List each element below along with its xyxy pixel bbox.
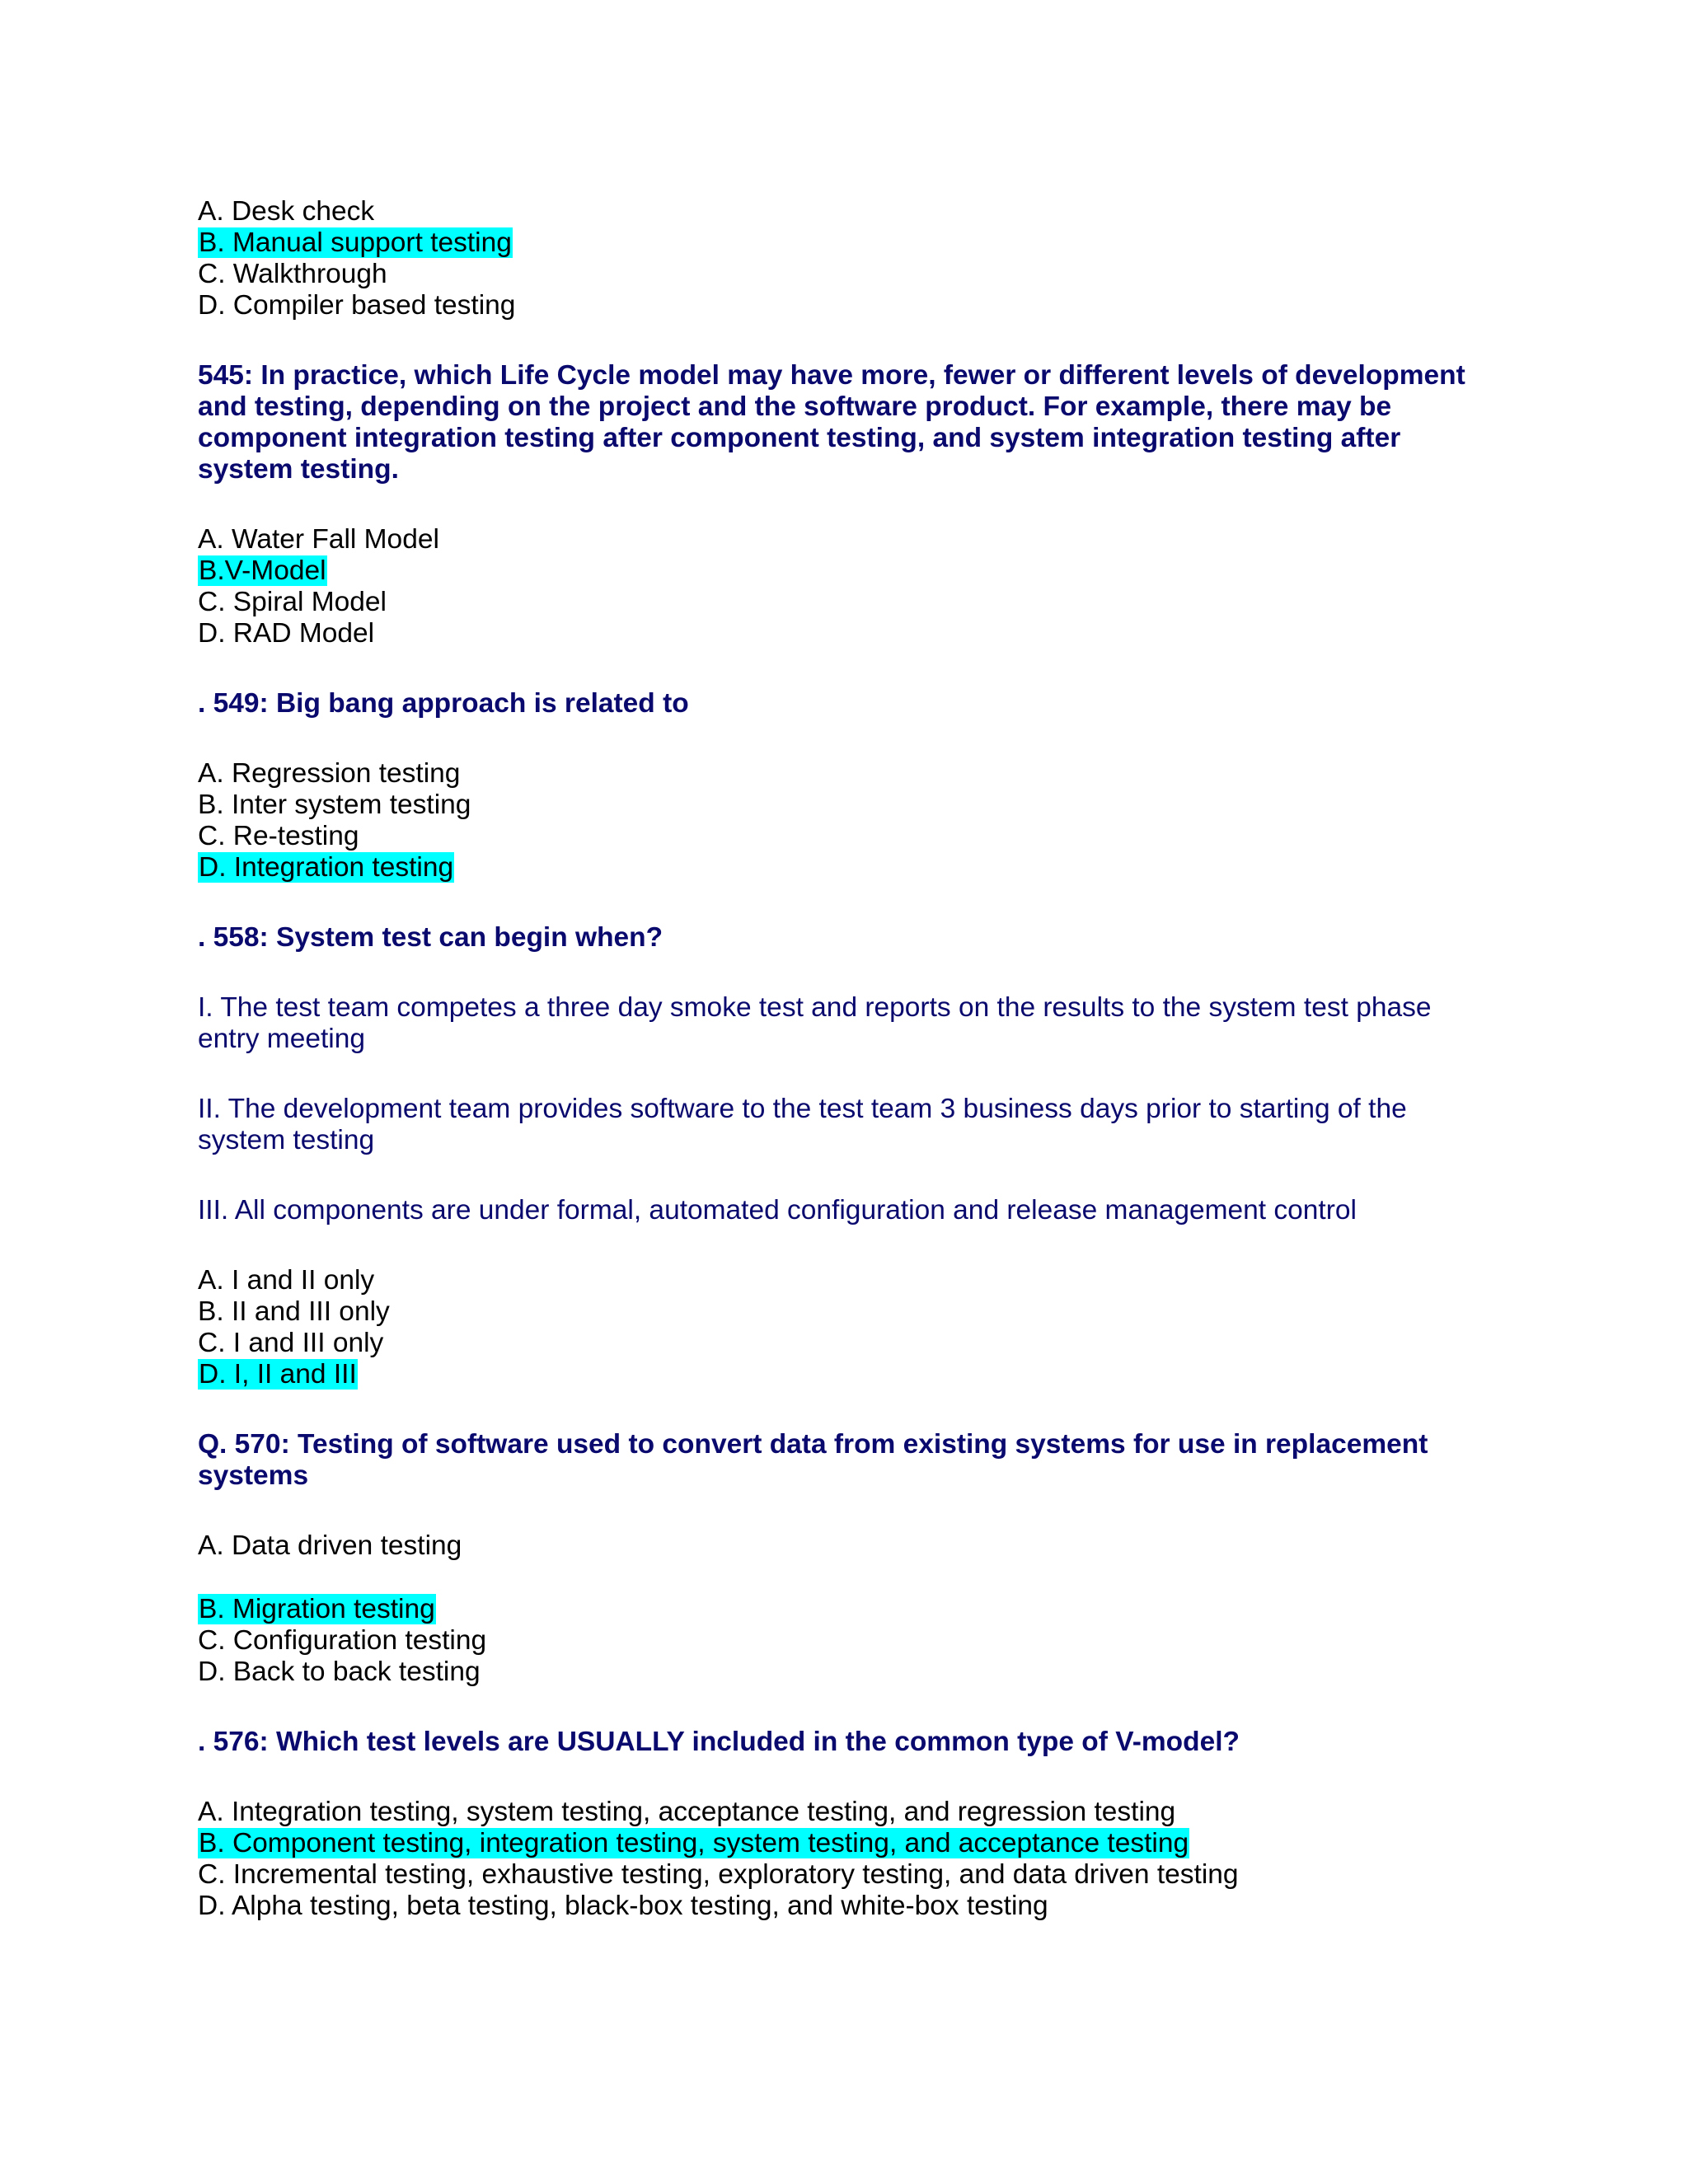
option-c: C. Walkthrough [198, 259, 387, 289]
question-text-line: . 558: System test can begin when? [198, 922, 663, 953]
option-d: D. Back to back testing [198, 1657, 481, 1687]
option-a: A. Regression testing [198, 758, 461, 789]
statement-line: II. The development team provides software to the test team 3 business days prior to starting of the [198, 1094, 1407, 1124]
option-b: B. Inter system testing [198, 790, 471, 820]
option-a: A. I and II only [198, 1265, 375, 1296]
answer-highlight: D. I, II and III [199, 1359, 357, 1390]
question-text-line: . 576: Which test levels are USUALLY included in the common type of V-model? [198, 1727, 1240, 1757]
answer-highlight: B. Manual support testing [199, 227, 512, 258]
question-text-line: Q. 570: Testing of software used to convert data from existing systems for use in replacement [198, 1429, 1428, 1460]
answer-highlight: B. Component testing, integration testing, system testing, and acceptance testing [199, 1828, 1189, 1858]
question-text-line: system testing. [198, 454, 399, 485]
answer-highlight: B. Migration testing [199, 1594, 435, 1624]
option-a: A. Data driven testing [198, 1530, 462, 1561]
option-a: A. Water Fall Model [198, 524, 439, 555]
option-d-answer [198, 1359, 358, 1390]
answer-highlight: D. Integration testing [199, 852, 454, 883]
option-a: A. Desk check [198, 196, 375, 227]
question-text-line: 545: In practice, which Life Cycle model may have more, fewer or different levels of development [198, 360, 1465, 391]
question-text-line: . 549: Big bang approach is related to [198, 688, 689, 719]
option-c: C. I and III only [198, 1328, 384, 1358]
option-d-answer [198, 852, 454, 883]
option-d: D. Compiler based testing [198, 290, 516, 321]
question-text-line: systems [198, 1460, 309, 1491]
option-d: D. RAD Model [198, 618, 375, 649]
option-b: B. II and III only [198, 1296, 390, 1327]
statement-line: III. All components are under formal, automated configuration and release management control [198, 1195, 1357, 1226]
option-b-answer [198, 1594, 436, 1625]
option-c: C. Configuration testing [198, 1625, 487, 1656]
statement-line: I. The test team competes a three day smoke test and reports on the results to the system test phase [198, 992, 1432, 1023]
statement-line: entry meeting [198, 1024, 365, 1054]
option-a: A. Integration testing, system testing, acceptance testing, and regression testing [198, 1797, 1176, 1827]
option-b-answer [198, 1828, 1189, 1859]
option-b-answer [198, 227, 513, 259]
option-c: C. Spiral Model [198, 587, 387, 617]
question-text-line: component integration testing after component testing, and system integration testing after [198, 423, 1401, 453]
statement-line: system testing [198, 1125, 375, 1155]
question-text-line: and testing, depending on the project and the software product. For example, there may be [198, 391, 1392, 422]
option-c: C. Re-testing [198, 821, 359, 851]
option-d: D. Alpha testing, beta testing, black-box testing, and white-box testing [198, 1891, 1048, 1921]
answer-highlight: B.V-Model [199, 555, 326, 586]
option-b-answer [198, 555, 327, 587]
option-c: C. Incremental testing, exhaustive testing, exploratory testing, and data driven testing [198, 1859, 1239, 1890]
